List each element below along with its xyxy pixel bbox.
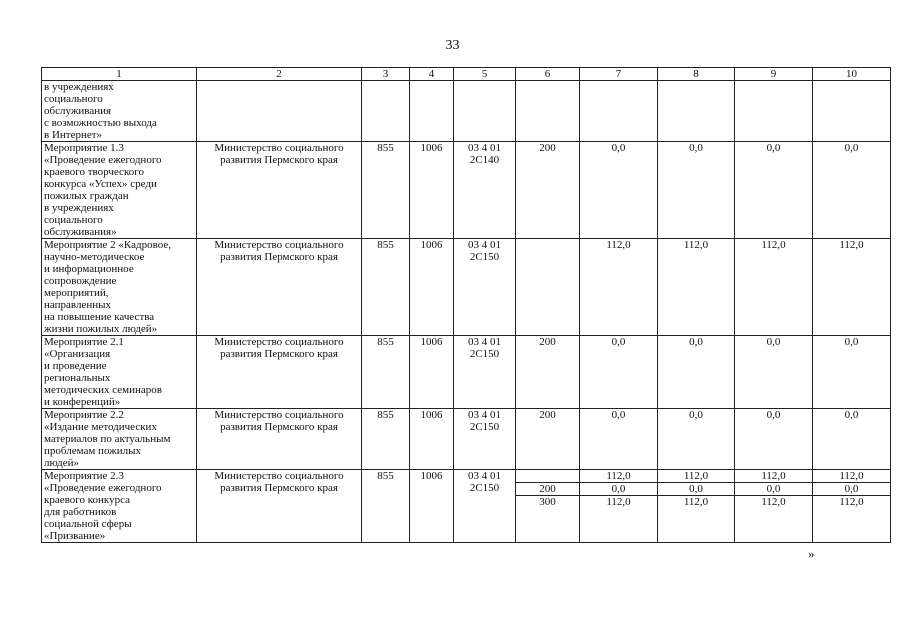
amount-cell: 0,0 — [611, 336, 626, 348]
table-row — [42, 81, 891, 142]
measure-name: Мероприятие 2.1 «Организация и проведение региональных методических семинаров и конференций» — [44, 336, 162, 408]
header-cell: 1 — [42, 68, 197, 81]
executor: Министерство социального развития Пермского края — [214, 470, 344, 494]
amount-cell: 112,0 — [606, 470, 631, 482]
amount-cell: 0,0 — [766, 142, 781, 154]
executor: Министерство социального развития Пермского края — [214, 239, 344, 263]
section-code: 1006 — [420, 336, 443, 348]
measure-name: Мероприятие 2 «Кадровое, научно-методическое и информационное сопровождение мероприятий, направленных на повышение качества жизни пожилых людей» — [44, 239, 171, 335]
amount-cell: 112,0 — [813, 495, 890, 508]
amount-cell: 112,0 — [761, 239, 786, 251]
budget-table — [41, 67, 891, 543]
amount-cell: 112,0 — [683, 239, 709, 251]
expense-type — [518, 470, 577, 482]
measure-name: Мероприятие 2.2 «Издание методических материалов по актуальным проблемам пожилых людей» — [44, 409, 171, 469]
table-row — [42, 470, 891, 543]
section-code: 1006 — [420, 142, 443, 154]
expense-type: 200 — [516, 482, 579, 495]
ministry-code: 855 — [377, 470, 394, 482]
ministry-code: 855 — [377, 239, 394, 251]
amount-cell: 0,0 — [658, 482, 734, 495]
amount-cell: 0,0 — [844, 142, 859, 154]
table-row — [42, 409, 891, 470]
amount-cell: 0,0 — [580, 482, 657, 495]
amount-cell: 112,0 — [580, 495, 657, 508]
amount-cell: 0,0 — [689, 142, 703, 154]
ministry-code: 855 — [377, 336, 394, 348]
section-code: 1006 — [420, 409, 443, 421]
page-number: 33 — [445, 38, 460, 53]
target-article: 03 4 01 2С150 — [468, 239, 501, 263]
amount-cell: 0,0 — [689, 336, 703, 348]
closing-quote: » — [808, 546, 815, 561]
executor: Министерство социального развития Пермского края — [214, 409, 344, 433]
measure-name: Мероприятие 1.3 «Проведение ежегодного краевого творческого конкурса «Успех» среди пожилых граждан в учреждениях социального обслуживания» — [44, 142, 162, 238]
ministry-code: 855 — [377, 409, 394, 421]
amount-cell: 0,0 — [735, 482, 812, 495]
expense-type: 200 — [539, 409, 556, 421]
header-cell: 7 — [580, 68, 658, 81]
amount-cell: 0,0 — [766, 336, 781, 348]
header-cell: 4 — [410, 68, 454, 81]
section-code: 1006 — [420, 470, 443, 482]
table-row — [42, 239, 891, 336]
measure-name: Мероприятие 2.3 «Проведение ежегодного краевого конкурса для работников социальной сферы «Призвание» — [44, 470, 162, 542]
target-article: 03 4 01 2С140 — [468, 142, 501, 166]
table-row — [42, 142, 891, 239]
amount-cell: 0,0 — [611, 142, 626, 154]
amount-cell: 112,0 — [761, 470, 786, 482]
measure-name: в учреждениях социального обслуживания с возможностью выхода в Интернет» — [44, 81, 157, 141]
header-cell: 3 — [362, 68, 410, 81]
amount-cell: 0,0 — [611, 409, 626, 421]
amount-cell: 112,0 — [839, 239, 864, 251]
header-cell: 9 — [735, 68, 813, 81]
target-article: 03 4 01 2С150 — [468, 336, 501, 360]
ministry-code: 855 — [377, 142, 394, 154]
executor: Министерство социального развития Пермского края — [214, 336, 344, 360]
header-row — [42, 68, 891, 81]
header-cell: 6 — [516, 68, 580, 81]
amount-cell: 112,0 — [839, 470, 864, 482]
expense-type: 200 — [539, 336, 556, 348]
target-article: 03 4 01 2С150 — [468, 470, 501, 494]
amount-cell: 0,0 — [844, 336, 859, 348]
target-article: 03 4 01 2С150 — [468, 409, 501, 433]
amount-cell: 0,0 — [844, 409, 859, 421]
expense-type: 200 — [539, 142, 556, 154]
amount-cell: 0,0 — [813, 482, 890, 495]
executor: Министерство социального развития Пермского края — [214, 142, 344, 166]
amount-cell: 112,0 — [735, 495, 812, 508]
amount-cell: 112,0 — [606, 239, 631, 251]
section-code: 1006 — [420, 239, 443, 251]
header-cell: 10 — [813, 68, 891, 81]
table-row — [42, 336, 891, 409]
expense-type: 300 — [516, 495, 579, 508]
amount-cell: 0,0 — [766, 409, 781, 421]
amount-cell: 112,0 — [683, 470, 709, 482]
header-cell: 8 — [658, 68, 735, 81]
amount-cell: 0,0 — [689, 409, 703, 421]
header-cell: 2 — [197, 68, 362, 81]
header-cell: 5 — [454, 68, 516, 81]
amount-cell: 112,0 — [658, 495, 734, 508]
